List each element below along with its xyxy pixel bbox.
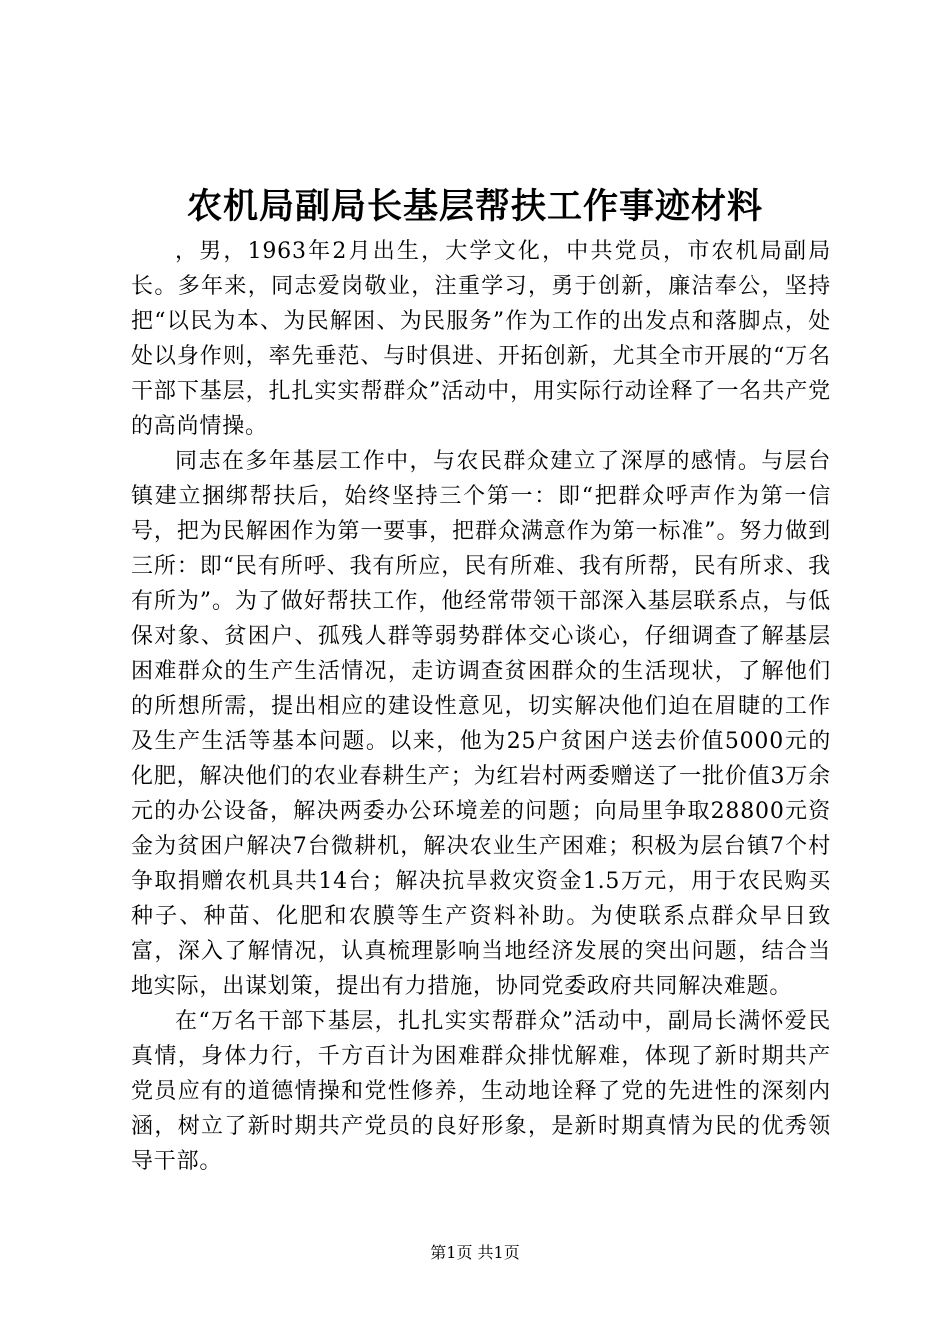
paragraph-1: ，男，1963年2月出生，大学文化，中共党员，市农机局副局长。多年来，同志爱岗敬业，注重学习，勇于创新，廉洁奉公，坚持把“以民为本、为民解困、为民服务”作为工作的出发点和落脚点，处处以身作则，率先垂范、与时俱进、开拓创新，尤其全市开展的“万名干部下基层，扎扎实实帮群众”活动中，用实际行动诠释了一名共产党的高尚情操。 (131, 239, 831, 439)
document-title: 农机局副局长基层帮扶工作事迹材料 (186, 186, 763, 227)
document-body (131, 234, 831, 1179)
paragraph-3: 在“万名干部下基层，扎扎实实帮群众”活动中，副局长满怀爱民真情，身体力行，千方百计为困难群众排忧解难，体现了新时期共产党员应有的道德情操和党性修养，生动地诠释了党的先进性的深刻内涵，树立了新时期共产党员的良好形象，是新时期真情为民的优秀领导干部。 (131, 1009, 831, 1174)
paragraph-2: 同志在多年基层工作中，与农民群众建立了深厚的感情。与层台镇建立捆绑帮扶后，始终坚持三个第一：即“把群众呼声作为第一信号，把为民解困作为第一要事，把群众满意作为第一标准”。努力做到三所：即“民有所呼、我有所应，民有所难、我有所帮，民有所求、我有所为”。为了做好帮扶工作，他经常带领干部深入基层联系点，与低保对象、贫困户、孤残人群等弱势群体交心谈心，仔细调查了解基层困难群众的生产生活情况，走访调查贫困群众的生活现状，了解他们的所想所需，提出相应的建设性意见，切实解决他们迫在眉睫的工作及生产生活等基本问题。以来，他为25户贫困户送去价值5000元的化肥，解决他们的农业春耕生产；为红岩村两委赠送了一批价值3万余元的办公设备，解决两委办公环境差的问题；向局里争取28800元资金为贫困户解决7台微耕机，解决农业生产困难；积极为层台镇7个村争取捐赠农机具共14台；解决抗旱救灾资金1.5万元，用于农民购买种子、种苗、化肥和农膜等生产资料补助。为使联系点群众早日致富，深入了解情况，认真梳理影响当地经济发展的突出问题，结合当地实际，出谋划策，提出有力措施，协同党委政府共同解决难题。 (131, 449, 831, 999)
page-number-footer: 第1页 共1页 (430, 1243, 520, 1262)
